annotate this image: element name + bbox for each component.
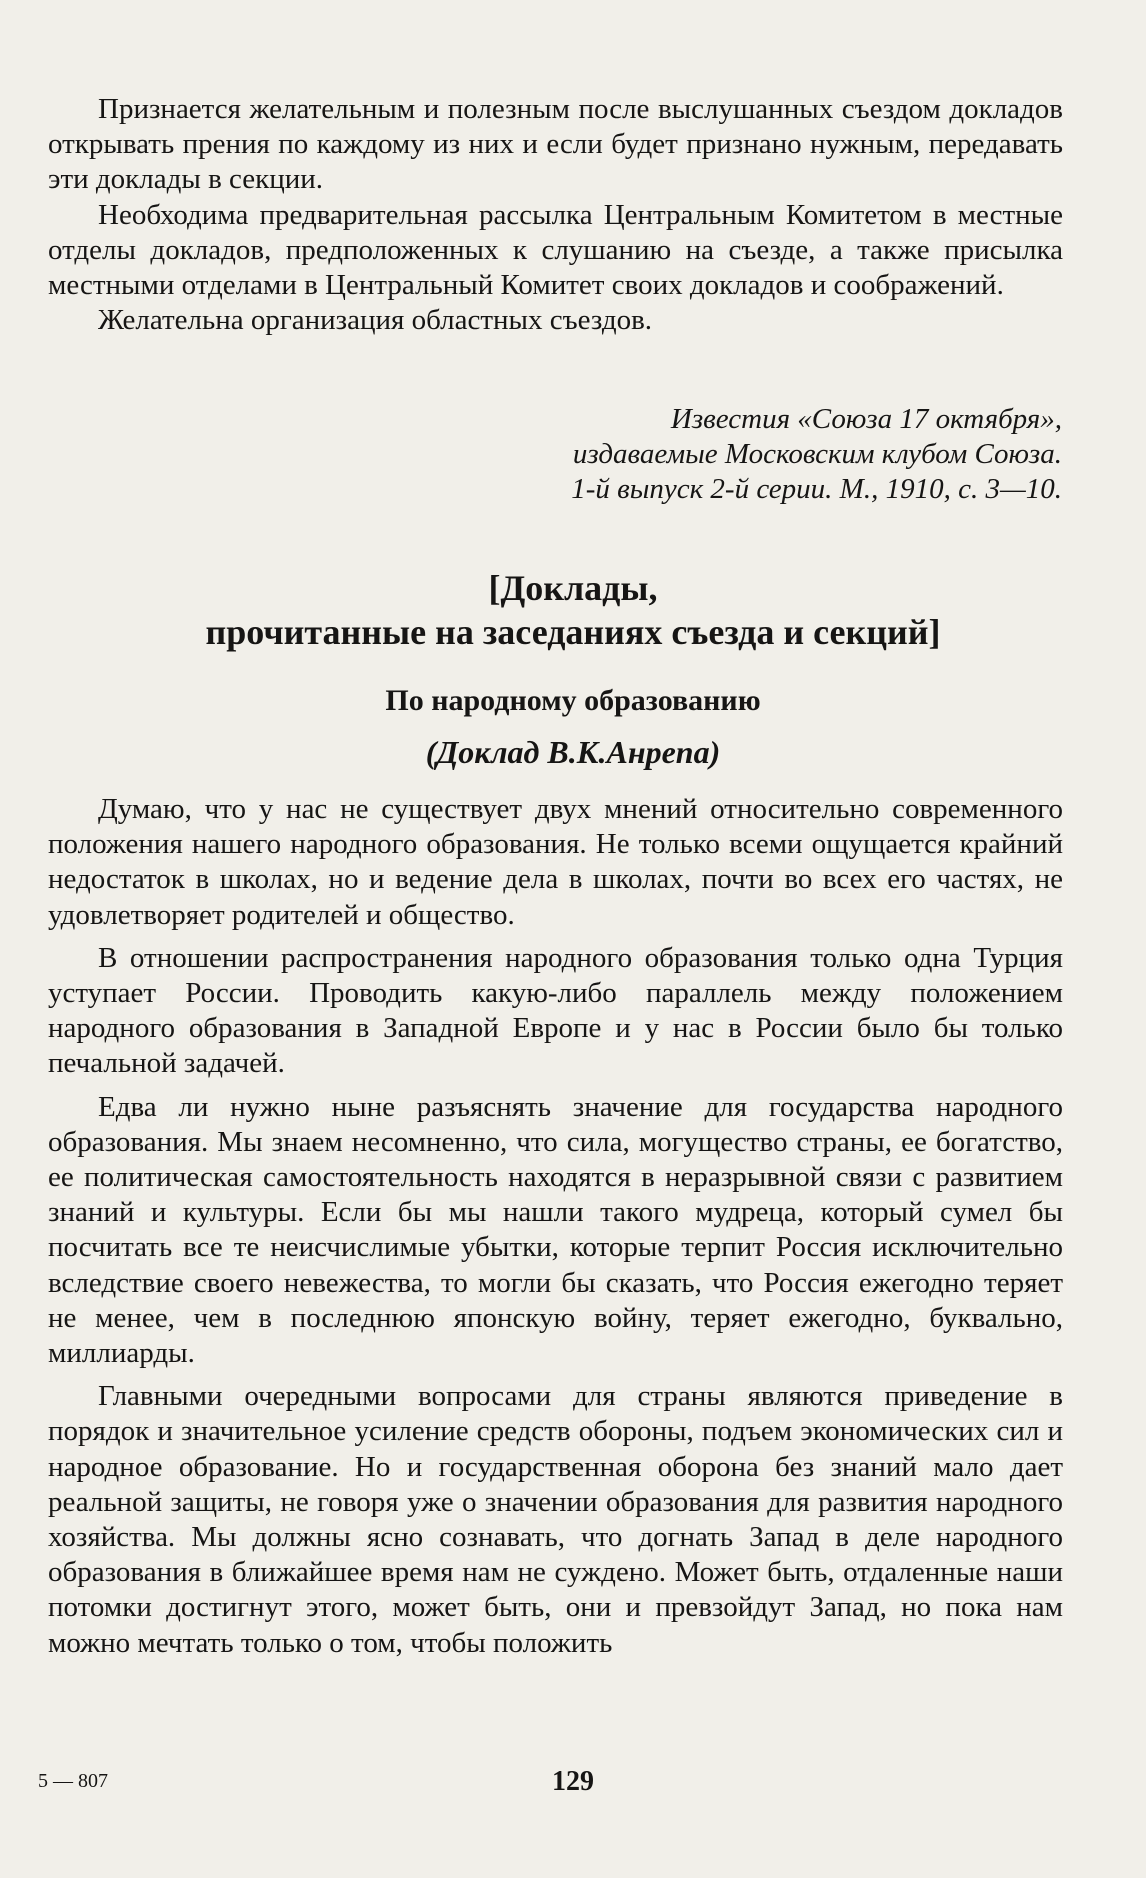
body-paragraph: В отношении распространения народного образования только одна Турция уступает России. Проводить какую-либо параллель между положением народного образования в Западной Европе и у нас в России было бы только печальной задачей. bbox=[48, 941, 1063, 1080]
page-number: 129 bbox=[552, 1766, 594, 1797]
source-citation bbox=[362, 402, 1062, 507]
intro-paragraph: Желательна организация областных съездов. bbox=[98, 304, 653, 337]
intro-text bbox=[48, 92, 1063, 338]
body-paragraph: Думаю, что у нас не существует двух мнений относительно современного положения нашего народного образования. Не только всеми ощущается крайний недостаток в школах, но и ведение дела в школах, почти во всех его частях, не удовлетворяет родителей и общество. bbox=[48, 793, 1063, 931]
source-line: издаваемые Московским клубом Союза. bbox=[572, 438, 1062, 470]
intro-paragraph: Необходима предварительная рассылка Центральным Комитетом в местные отделы докладов, предположенных к слушанию на съезде, а также присылка местными отделами в Центральный Комитет своих докладов и соображений. bbox=[48, 198, 1063, 302]
body-text bbox=[48, 792, 1063, 1661]
source-line: Известия «Союза 17 октября», bbox=[670, 403, 1062, 435]
section-subheading: По народному образованию bbox=[385, 684, 761, 717]
intro-paragraph: Признается желательным и полезным после выслушанных съездом докладов открывать прения по каждому из них и если будет признано нужным, передавать эти доклады в секции. bbox=[48, 93, 1063, 196]
source-line: 1-й выпуск 2-й серии. М., 1910, с. 3—10. bbox=[571, 473, 1062, 505]
section-heading: [Доклады, прочитанные на заседаниях съезда и секций] bbox=[205, 568, 941, 652]
printer-signature: 5 — 807 bbox=[38, 1770, 108, 1792]
body-paragraph: Едва ли нужно ныне разъяснять значение для государства народного образования. Мы знаем несомненно, что сила, могущество страны, ее богатство, ее политическая самостоятельность находятся в неразрывной связи с развитием знаний и культуры. Если бы мы нашли такого мудреца, который сумел бы посчитать все те неисчислимые убытки, которые терпит Россия исключительно вследствие своего невежества, то могли бы сказать, что Россия ежегодно теряет не менее, чем в последнюю японскую войну, теряет ежегодно, буквально, миллиарды. bbox=[48, 1090, 1063, 1370]
report-author: (Доклад В.К.Анрепа) bbox=[425, 734, 721, 770]
body-paragraph: Главными очередными вопросами для страны являются приведение в порядок и значительное усиление средств обороны, подъем экономических сил и народное образование. Но и государственная оборона без знаний мало дает реальной защиты, не говоря уже о значении образования для развития народного хозяйства. Мы должны ясно сознавать, что догнать Запад в деле народного образования в ближайшее время нам не суждено. Может быть, отдаленные наши потомки достигнут этого, может быть, они и превзойдут Запад, но пока нам можно мечтать только о том, чтобы положить bbox=[48, 1380, 1063, 1659]
